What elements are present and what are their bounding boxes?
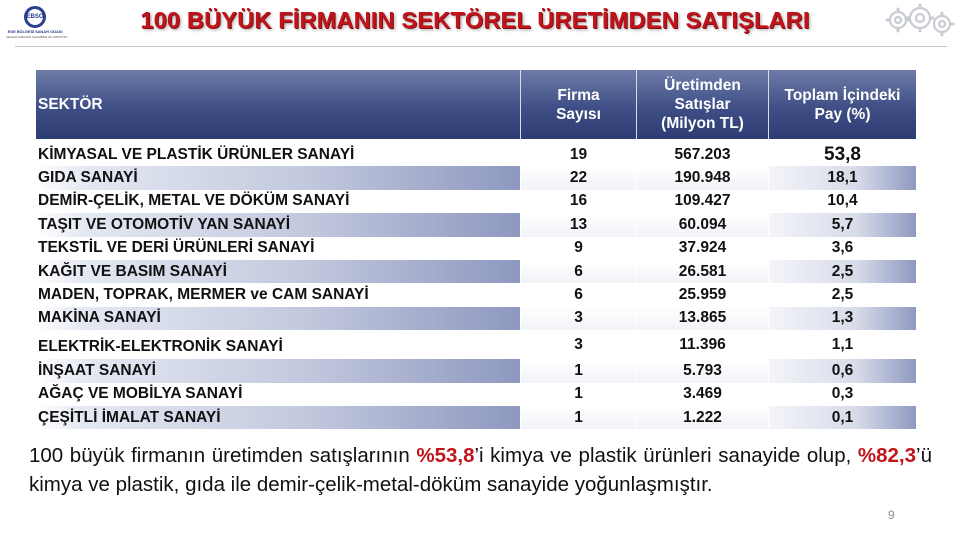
sector-cell: ÇEŞİTLİ İMALAT SANAYİ <box>36 406 520 429</box>
share-cell: 0,3 <box>768 383 916 406</box>
summary-text: 100 büyük firmanın üretimden satışlarının %53,8’i kimya ve plastik ürünleri sanayide olup, %82,3’ü kimya ve plastik, gıda ile demir-çelik-metal-döküm sanayide yoğunlaşmıştır. <box>29 444 932 496</box>
header-sales: Üretimden Satışlar (Milyon TL) <box>636 70 768 139</box>
share-cell: 2,5 <box>768 260 916 283</box>
sales-cell: 5.793 <box>636 359 768 382</box>
share-cell: 0,6 <box>768 359 916 382</box>
summary-highlight-share: %53,8 <box>416 444 475 467</box>
gears-icon <box>884 2 956 42</box>
summary-highlight-combined: %82,3 <box>857 444 917 467</box>
firm-count-cell: 22 <box>520 166 636 189</box>
table-row <box>36 166 916 189</box>
sales-cell: 11.396 <box>636 330 768 359</box>
table-row <box>36 190 916 213</box>
firm-count-cell: 6 <box>520 260 636 283</box>
table-row <box>36 237 916 260</box>
sales-cell: 190.948 <box>636 166 768 189</box>
share-cell: 5,7 <box>768 213 916 236</box>
logo-mark: EBSO <box>24 6 46 28</box>
share-cell: 53,8 <box>768 143 916 166</box>
page-title: 100 BÜYÜK FİRMANIN SEKTÖREL ÜRETİMDEN SATIŞLARI <box>140 7 810 33</box>
sales-cell: 60.094 <box>636 213 768 236</box>
sales-cell: 37.924 <box>636 237 768 260</box>
sector-cell: GIDA SANAYİ <box>36 166 520 189</box>
firm-count-cell: 1 <box>520 406 636 429</box>
sales-cell: 25.959 <box>636 283 768 306</box>
logo-subtitle: EGE BÖLGESİ SANAYİ ODASI <box>7 29 63 34</box>
sales-cell: 1.222 <box>636 406 768 429</box>
table-row <box>36 260 916 283</box>
sector-cell: ELEKTRİK-ELEKTRONİK SANAYİ <box>38 338 283 356</box>
header-divider <box>15 46 947 47</box>
header-share: Toplam İçindeki Pay (%) <box>768 70 916 139</box>
sector-cell: AĞAÇ VE MOBİLYA SANAYİ <box>38 385 243 403</box>
firm-count-cell: 9 <box>520 237 636 260</box>
sector-cell: MAKİNA SANAYİ <box>36 307 520 330</box>
firm-count-cell: 1 <box>520 383 636 406</box>
sector-cell: TAŞIT VE OTOMOTİV YAN SANAYİ <box>36 213 520 236</box>
firm-count-cell: 3 <box>520 307 636 330</box>
sector-cell: MADEN, TOPRAK, MERMER ve CAM SANAYİ <box>38 286 369 304</box>
sector-cell: KİMYASAL VE PLASTİK ÜRÜNLER SANAYİ <box>38 145 355 163</box>
table-row <box>36 143 916 166</box>
sales-cell: 13.865 <box>636 307 768 330</box>
firm-count-cell: 13 <box>520 213 636 236</box>
table-row <box>36 307 916 330</box>
logo-tagline: AEGEAN REGION CHAMBER OF INDUSTRY <box>6 35 69 39</box>
share-cell: 18,1 <box>768 166 916 189</box>
firm-count-cell: 19 <box>520 143 636 166</box>
sales-cell: 3.469 <box>636 383 768 406</box>
sector-cell: TEKSTİL VE DERİ ÜRÜNLERİ SANAYİ <box>38 239 315 257</box>
header-sector: SEKTÖR <box>38 96 103 113</box>
page-number: 9 <box>888 508 895 522</box>
table-body <box>36 143 916 429</box>
sector-sales-table <box>36 70 916 429</box>
sales-cell: 109.427 <box>636 190 768 213</box>
ebso-logo <box>6 6 69 42</box>
firm-count-cell: 6 <box>520 283 636 306</box>
header-firm-count: Firma Sayısı <box>520 70 636 139</box>
sales-cell: 567.203 <box>636 143 768 166</box>
share-cell: 1,1 <box>768 330 916 359</box>
table-row <box>36 383 916 406</box>
sector-cell: DEMİR-ÇELİK, METAL VE DÖKÜM SANAYİ <box>38 192 350 210</box>
table-row <box>36 283 916 306</box>
share-cell: 2,5 <box>768 283 916 306</box>
table-row <box>36 213 916 236</box>
share-cell: 3,6 <box>768 237 916 260</box>
sector-cell: İNŞAAT SANAYİ <box>36 359 520 382</box>
table-row <box>36 359 916 382</box>
sales-cell: 26.581 <box>636 260 768 283</box>
sector-cell: KAĞIT VE BASIM SANAYİ <box>36 260 520 283</box>
table-row <box>36 406 916 429</box>
firm-count-cell: 3 <box>520 330 636 359</box>
share-cell: 0,1 <box>768 406 916 429</box>
share-cell: 1,3 <box>768 307 916 330</box>
firm-count-cell: 1 <box>520 359 636 382</box>
firm-count-cell: 16 <box>520 190 636 213</box>
table-header <box>36 70 916 139</box>
table-row <box>36 330 916 359</box>
share-cell: 10,4 <box>768 190 916 213</box>
